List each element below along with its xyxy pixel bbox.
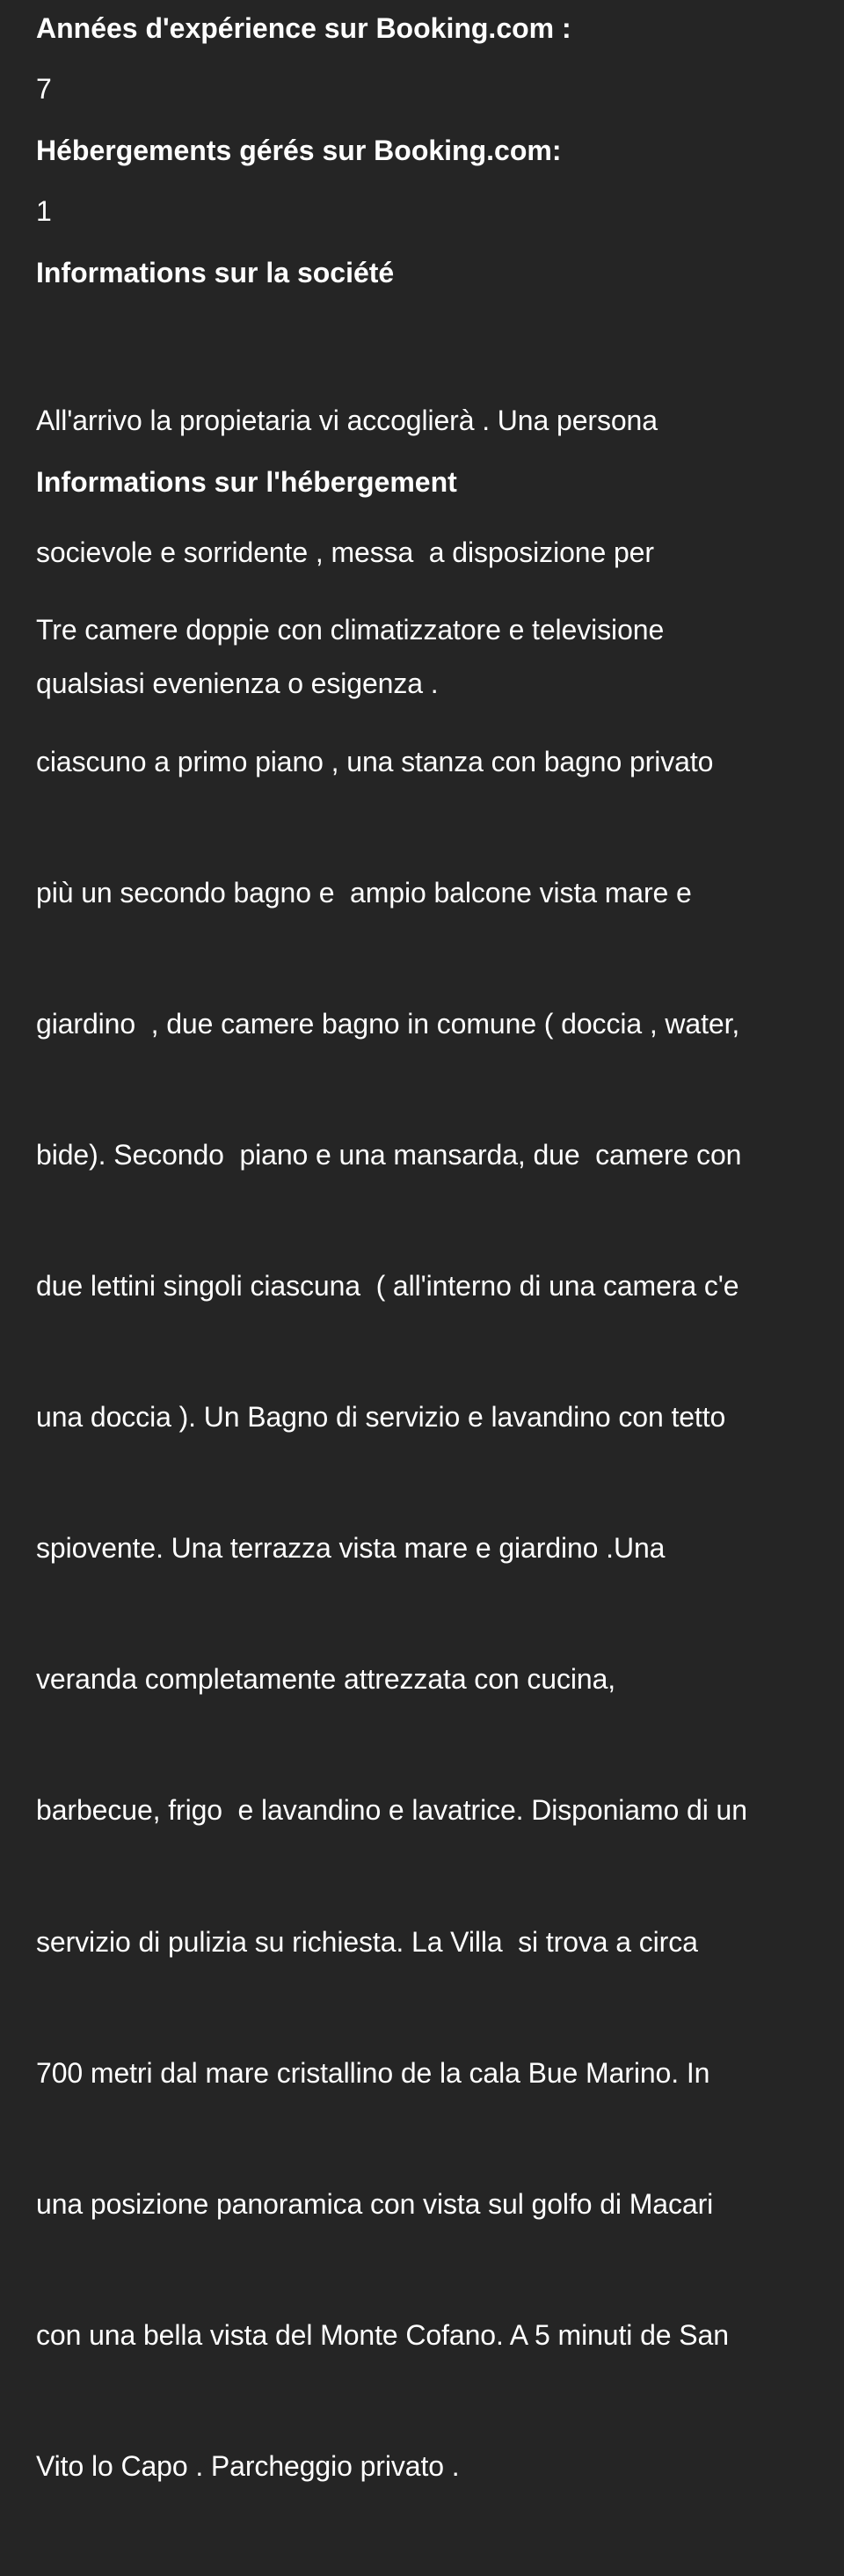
- company-line: All'arrivo la propietaria vi accoglierà . Una persona: [36, 405, 658, 437]
- property-line: servizio di pulizia su richiesta. La Villa si trova a circa: [36, 1925, 698, 1958]
- company-line: socievole e sorridente , messa a disposizione per: [36, 536, 654, 568]
- property-heading: Informations sur l'hébergement: [36, 466, 457, 498]
- property-line: una doccia ). Un Bagno di servizio e lavandino con tetto: [36, 1401, 726, 1434]
- property-line: veranda completamente attrezzata con cucina,: [36, 1663, 616, 1696]
- property-line: bide). Secondo piano e una mansarda, due camere con: [36, 1138, 742, 1171]
- property-line: due lettini singoli ciascuna ( all'interno di una camera c'e: [36, 1269, 739, 1302]
- property-line: Vito lo Capo . Parcheggio privato .: [36, 2449, 460, 2482]
- company-line: qualsiasi evenienza o esigenza .: [36, 667, 439, 699]
- property-line: 700 metri dal mare cristallino de la cala Bue Marino. In: [36, 2056, 710, 2089]
- property-line: barbecue, frigo e lavandino e lavatrice. Disponiamo di un: [36, 1794, 747, 1827]
- property-line: più un secondo bagno e ampio balcone vista mare e: [36, 876, 692, 909]
- property-line: Tre camere doppie con climatizzatore e televisione: [36, 614, 665, 646]
- properties-heading: Hébergements gérés sur Booking.com:: [36, 135, 562, 166]
- property-line: giardino , due camere bagno in comune ( doccia , water,: [36, 1007, 740, 1040]
- company-heading: Informations sur la société: [36, 257, 395, 288]
- properties-value: 1: [36, 195, 52, 227]
- property-description: [36, 522, 747, 2576]
- property-line: una posizione panoramica con vista sul golfo di Macari: [36, 2187, 714, 2220]
- property-line: ciascuno a primo piano , una stanza con bagno privato: [36, 745, 714, 777]
- experience-heading: Années d'expérience sur Booking.com :: [36, 12, 571, 44]
- property-line: con una bella vista del Monte Cofano. A 5 minuti de San: [36, 2318, 729, 2351]
- property-line: spiovente. Una terrazza vista mare e giardino .Una: [36, 1532, 666, 1565]
- experience-value: 7: [36, 73, 52, 105]
